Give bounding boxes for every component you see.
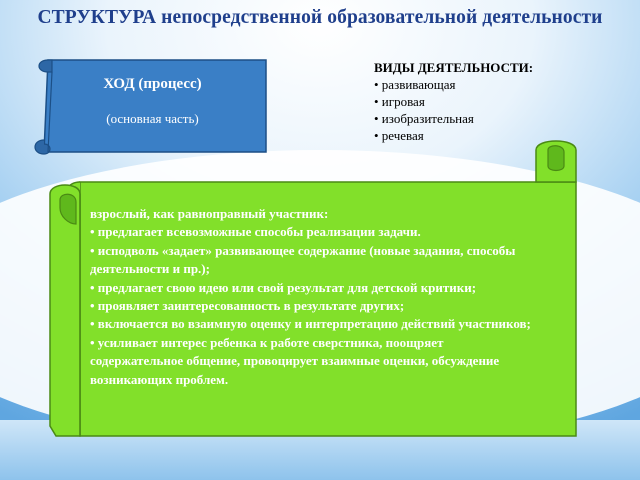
adult-role-line: • усиливает интерес ребенка к работе сверстника, поощряет содержательное общение, провоцирует взаимные оценки, обсуждение возникающих проблем. — [90, 334, 500, 387]
adult-role-line: • предлагает всевозможные способы реализации задачи. — [90, 224, 421, 240]
process-scroll-text — [50, 60, 255, 127]
activity-item: • игровая — [374, 94, 425, 109]
activity-item: • изобразительная — [374, 111, 474, 126]
adult-role-line: • предлагает свою идею или свой результат для детской критики; — [90, 279, 477, 295]
adult-role-line: • включается во взаимную оценку и интерпретацию действий участников; — [90, 316, 531, 332]
activity-types — [374, 59, 533, 144]
adult-role-line: • исподволь «задает» развивающее содержание (новые задания, способы деятельности и пр.); — [90, 242, 516, 277]
activity-types-heading: ВИДЫ ДЕЯТЕЛЬНОСТИ: — [374, 60, 534, 75]
process-subheading: (основная часть) — [106, 111, 199, 126]
activity-item: • развивающая — [374, 77, 456, 92]
adult-role-line: взрослый, как равноправный участник: — [90, 206, 329, 221]
adult-role-text — [90, 205, 538, 389]
page-title: СТРУКТУРА непосредственной образовательной деятельности — [37, 7, 603, 28]
adult-role-line: • проявляет заинтересованность в результате других; — [90, 298, 405, 314]
process-heading: ХОД (процесс) — [103, 76, 202, 92]
activity-item: • речевая — [374, 128, 424, 143]
